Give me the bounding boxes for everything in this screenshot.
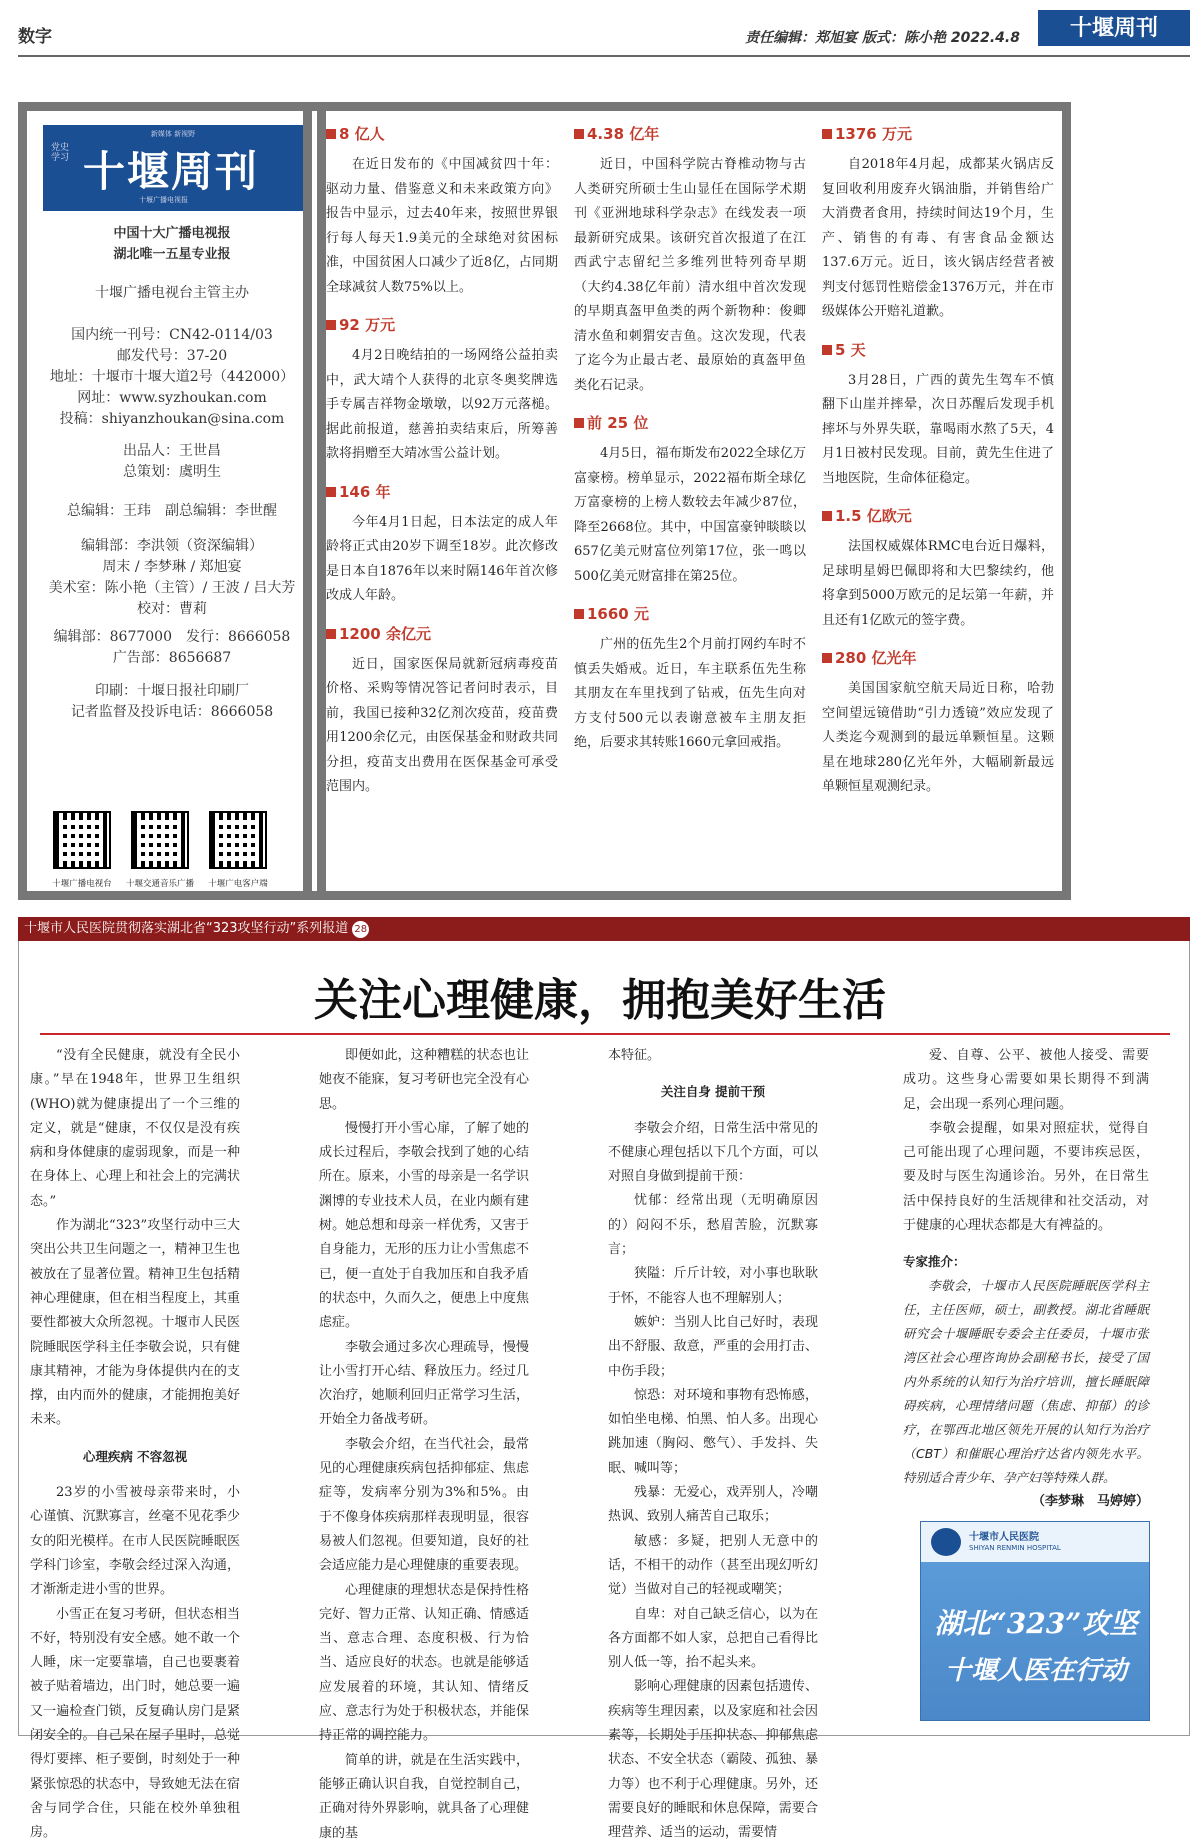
masthead-box: [18, 102, 326, 900]
article-column-1: [30, 1044, 240, 1846]
brief-item: 92 万元 4月2日晚结拍的一场网络公益拍卖中，武大靖个人获得的北京冬奥奖牌选手专属吉祥物金墩墩，以92万元落槌。据此前报道，慈善拍卖结束后，所筹善款将捐赠至大靖冰雪公益计划。: [326, 316, 558, 461]
logo-slogan: 新媒体 新视野: [150, 130, 196, 138]
article-title: 关注心理健康，拥抱美好生活: [314, 975, 886, 1026]
paragraph: 惊恐：对环境和事物有恐怖感，如怕坐电梯、怕黑、怕人多。出现心跳加速（胸闷、憋气）、手发抖、失眠、喊叫等；: [608, 1387, 818, 1476]
brief-column: [574, 123, 806, 770]
qr-label: 十堰交通音乐广播: [125, 879, 194, 889]
paragraph: 本特征。: [608, 1048, 661, 1063]
brief-item: 1.5 亿欧元 法国权威媒体RMC电台近日爆料，足球明星姆巴佩即将和大巴黎续约，他将拿到5000万欧元的足坛第一年薪，并且还有1亿欧元的签字费。: [822, 507, 1054, 628]
paragraph: 小雪正在复习考研，但状态相当不好，特别没有安全感。她不敢一个人睡，床一定要靠墙，自己也要裹着被子贴着墙边，出门时，她总要一遍又一遍检查门锁，反复确认房门是紧闭安全的。自己呆在屋子里时，总觉得灯要摔、柜子要倒，时刻处于一种紧张惊恐的状态中，导致她无法在宿舍与同学合住，只能在校外单独租房。: [30, 1606, 240, 1841]
info-line: 国内统一刊号：CN42-0114/03: [71, 327, 273, 343]
paragraph: 嫉妒：当别人比自己好时，表现出不舒服、敌意，严重的会用打击、中伤手段；: [608, 1314, 818, 1379]
credits: 责任编辑：郑旭宴 版式：陈小艳 2022.4.8: [745, 30, 1020, 46]
info-line: 邮发代号：37-20: [116, 348, 228, 364]
qr-code[interactable]: [209, 811, 267, 869]
paragraph: 23岁的小雪被母亲带来时，小心谨慎、沉默寡言，丝毫不见花季少女的阳光模样。在市人民医院睡眠医学科门诊室，李敬会经过深入沟通，才渐渐走进小雪的世界。: [30, 1485, 240, 1598]
paragraph: 敏感：多疑，把别人无意中的话，不相干的动作（甚至出现幻听幻觉）当做对自己的轻视或嘲笑；: [608, 1533, 818, 1598]
paragraph: 忧郁：经常出现（无明确原因的）闷闷不乐，愁眉苦脸，沉默寡言；: [608, 1193, 818, 1258]
header-rule: [18, 55, 1190, 57]
expert-intro: [903, 1250, 1149, 1490]
hospital-name-en: SHIYAN RENMIN HOSPITAL: [969, 1544, 1061, 1552]
qr-codes: [52, 811, 293, 889]
banner-text: 十堰市人民医院贯彻落实湖北省“323攻坚行动”系列报道: [24, 921, 349, 936]
qr-label: 十堰广电客户端: [208, 879, 268, 889]
info-line: 总策划：虞明生: [123, 464, 221, 480]
brief-item: 1376 万元 自2018年4月起，成都某火锅店反复回收利用废弃火锅油脂，并销售给广大消费者食用，持续时间达19个月，生产、销售的有毒、有害食品金额达137.6万元。近日，该火锅店经营者被判支付惩罚性赔偿金1376万元，并在市级媒体公开赔礼道歉。: [822, 125, 1054, 319]
qr-label: 十堰广播电视台: [52, 879, 112, 889]
paragraph: 心理健康的理想状态是保持性格完好、智力正常、认知正确、情感适当、意志合理、态度积极、行为恰当、适应良好的状态。也就是能够适应发展着的环境，其认知、情绪反应、意志行为处于积极状态，并能保持正常的调控能力。: [319, 1582, 529, 1744]
logo-name: 十堰周刊: [83, 147, 260, 196]
paragraph: 简单的讲，就是在生活实践中，能够正确认识自我，自觉控制自己，正确对待外界影响，就具备了心理健康的基: [319, 1752, 529, 1841]
number-briefs: [303, 102, 1071, 900]
qr-code[interactable]: [53, 811, 111, 869]
logo-subname: 十堰广播电视报: [139, 196, 188, 204]
hospital-name: 十堰市人民医院: [969, 1532, 1039, 1543]
logo-vertical: 党史学习: [51, 143, 70, 163]
brief-item: 280 亿光年 美国国家航空航天局近日称，哈勃空间望远镜借助“引力透镜”效应发现了人类迄今观测到的最远单颗恒星。这颗星在地球280亿光年外，大幅刷新最远单颗恒星观测纪录。: [822, 649, 1054, 794]
paragraph: 自卑：对自己缺乏信心，以为在各方面都不如人家，总把自己看得比别人低一等，抬不起头来。: [608, 1606, 818, 1671]
poster-line-2: 十堰人医在行动: [944, 1656, 1127, 1686]
tag-1: 中国十大广播电视报: [113, 226, 231, 241]
brief-column: [326, 123, 558, 814]
info-line: 编辑部：李洪领（资深编辑）: [81, 538, 263, 554]
section-title: 数字: [18, 27, 52, 47]
paragraph: 爱、自尊、公平、被他人接受、需要成功。这些身心需要如果长期得不到满足，会出现一系列心理问题。: [903, 1048, 1149, 1112]
paragraph: 李敬会介绍，日常生活中常见的不健康心理包括以下几个方面，可以对照自身做到提前干预：: [608, 1120, 818, 1185]
series-number: 28: [352, 921, 369, 938]
info-line[interactable]: 投稿：shiyanzhoukan@sina.com: [59, 411, 285, 427]
paragraph: 影响心理健康的因素包括遗传、疾病等生理因素，以及家庭和社会因素等，长期处于压抑状态、抑郁焦虑状态、不安全状态（霸陵、孤独、暴力等）也不利于心理健康。另外，还需要良好的睡眠和休息保障，需要合理营养、适当的运动，需要情: [608, 1679, 818, 1841]
paragraph: 李敬会通过多次心理疏导，慢慢让小雪打开心结、释放压力。经过几次治疗，她顺利回归正常学习生活，开始全力备战考研。: [319, 1339, 529, 1428]
brief-item: 1200 余亿元 近日，国家医保局就新冠病毒疫苗价格、采购等情况答记者问时表示，目前，我国已接种32亿剂次疫苗，疫苗费用1200余亿元，由医保基金和财政共同分担，疫苗支出费用在医保基金可承受范围内。: [326, 624, 558, 794]
page-header: [18, 15, 1190, 52]
subheading: 心理疾病 不容忽视: [82, 1448, 188, 1464]
brief-item: 8 亿人 在近日发布的《中国减贫四十年：驱动力量、借鉴意义和未来政策方向》报告中显示，过去40年来，按照世界银行每人每天1.9美元的全球绝对贫困标准，中国贫困人口减少了近8亿，占同期全球减贫人数75%以上。: [326, 125, 558, 295]
article-column-2: [319, 1044, 529, 1846]
brief-item: 146 年 今年4月1日起，日本法定的成人年龄将正式由20岁下调至18岁。此次修改是日本自1876年以来时隔146年首次修改成人年龄。: [326, 482, 558, 603]
subheading: 关注自身 提前干预: [660, 1084, 766, 1100]
info-line: 记者监督及投诉电话：8666058: [70, 704, 274, 720]
brief-column: [822, 123, 1054, 814]
info-line: 美术室：陈小艳（主管）/ 王波 / 吕大芳: [48, 580, 296, 596]
info-line: 编辑部：8677000 发行：8666058: [53, 629, 291, 645]
paragraph: 作为湖北“323”攻坚行动中三大突出公共卫生问题之一，精神卫生也被放在了显著位置。精神卫生包括精神心理健康，但在相当程度上，其重要性都被大众所忽视。十堰市人民医院睡眠医学科主任李敬会说，只有健康其精神，才能为身体提供内在的支撑，由内而外的健康，才能拥抱美好未来。: [30, 1218, 240, 1428]
editors: 总编辑：王玮 副总编辑：李世醒: [67, 503, 277, 519]
article-column-3: [608, 1044, 818, 1846]
brief-item: 1660 元 广州的伍先生2个月前打网约车时不慎丢失婚戒。近日，车主联系伍先生称其朋友在车里找到了钻戒，伍先生向对方支付500元以表谢意被车主朋友拒绝，后要求其转账1660元拿回戒指。: [574, 605, 806, 750]
paragraph: 狭隘：斤斤计较，对小事也耿耿于怀，不能容人也不理解别人；: [608, 1266, 818, 1306]
info-line: 地址：十堰市十堰大道2号（442000）: [49, 369, 295, 385]
expert-title: 专家推介：: [903, 1254, 966, 1270]
brief-item: 前 25 位 4月5日，福布斯发布2022全球亿万富豪榜。榜单显示，2022福布斯全球亿万富豪榜的上榜人数较去年减少87位，降至2668位。其中，中国富豪钟睒睒以657亿美元财富位列第17位，张一鸣以500亿美元财富排在第25位。: [574, 414, 806, 584]
expert-text: 李敬会，十堰市人民医院睡眠医学科主任，主任医师，硕士，副教授。湖北省睡眠研究会十堰睡眠专委会主任委员，十堰市张湾区社会心理咨询协会副秘书长，接受了国内外系统的认知行为治疗培训，擅长睡眠障碍疾病，心理情绪问题（焦虑、抑郁）的诊疗，在鄂西北地区领先开展的认知行为治疗（CBT）和催眠心理治疗达省内领先水平。特别适合青少年、孕产妇等特殊人群。: [903, 1278, 1149, 1486]
paragraph: 慢慢打开小雪心扉，了解了她的成长过程后，李敬会找到了她的心结所在。原来，小雪的母亲是一名学识渊博的专业技术人员，在业内颇有建树。她总想和母亲一样优秀，又害于自身能力，无形的压力让小雪焦虑不已，便一直处于自我加压和自我矛盾的状态中，久而久之，便患上中度焦虑症。: [319, 1120, 529, 1331]
qr-code[interactable]: [131, 811, 189, 869]
host: 十堰广播电视台主管主办: [95, 285, 249, 301]
info-line: 广告部：8656687: [112, 650, 232, 666]
brief-item: 4.38 亿年 近日，中国科学院古脊椎动物与古人类研究所硕士生山显任在国际学术期刊《亚洲地球科学杂志》在线发表一项最新研究成果。该研究首次报道了在江西武宁志留纪兰多维列世特列奇早期（大约4.38亿年前）清水组中首次发现的早期真盔甲鱼类的两个新物种：俊卿清水鱼和刺猬安吉鱼。这次发现，代表了迄今为止最古老、最原始的真盔甲鱼类化石记录。: [574, 125, 806, 393]
brief-item: 5 天 3月28日，广西的黄先生驾车不慎翻下山崖并摔晕，次日苏醒后发现手机摔坏与外界失联，靠喝雨水熬了5天，4月1日被村民发现。目前，黄先生住进了当地医院，生命体征稳定。: [822, 340, 1054, 486]
author: （李梦琳 马婷婷）: [1031, 1494, 1149, 1510]
paragraph: 即便如此，这种糟糕的状态也让她夜不能寐，复习考研也完全没有心思。: [319, 1048, 529, 1112]
title-rule: [40, 1033, 1170, 1035]
paragraph: 李敬会提醒，如果对照症状，觉得自己可能出现了心理问题，不要讳疾忌医，要及时与医生沟通诊治。另外，在日常生活中保持良好的生活规律和社交活动，对于健康的心理状态都是大有裨益的。: [903, 1120, 1149, 1234]
series-banner: [18, 917, 1190, 941]
paragraph: 残暴：无爱心，戏弄别人，冷嘲热讽、致别人痛苦自己取乐；: [608, 1485, 818, 1525]
poster-line-1: 湖北“323”攻坚: [934, 1607, 1138, 1640]
masthead-logo: [43, 125, 303, 211]
hospital-logo-icon: [931, 1528, 961, 1556]
article-column-4: [903, 1044, 1149, 1515]
tag-2: 湖北唯一五星专业报: [113, 247, 231, 262]
paragraph: 李敬会介绍，在当代社会，最常见的心理健康疾病包括抑郁症、焦虑症等，发病率分别为3%和5%。由于不像身体疾病那样表现明显，很容易被人们忽视。但要知道，良好的社会适应能力是心理健康的重要表现。: [319, 1436, 529, 1574]
info-line: 校对：曹莉: [137, 601, 207, 617]
info-line: 周末 / 李梦琳 / 郑旭宴: [102, 559, 242, 575]
info-line: 印刷：十堰日报社印刷厂: [95, 683, 249, 699]
paragraph: “没有全民健康，就没有全民小康。”早在1948年，世界卫生组织(WHO)就为健康提出了一个三维的定义，就是“健康，不仅仅是没有疾病和身体健康的虚弱现象，而是一种在身体上、心理上和社会上的完满状态。”: [30, 1048, 240, 1209]
brand-logo: 十堰周刊: [1038, 10, 1190, 46]
info-line[interactable]: 网址：www.syzhoukan.com: [77, 390, 267, 406]
info-line: 出品人：王世昌: [123, 443, 221, 459]
campaign-poster: [920, 1521, 1150, 1721]
